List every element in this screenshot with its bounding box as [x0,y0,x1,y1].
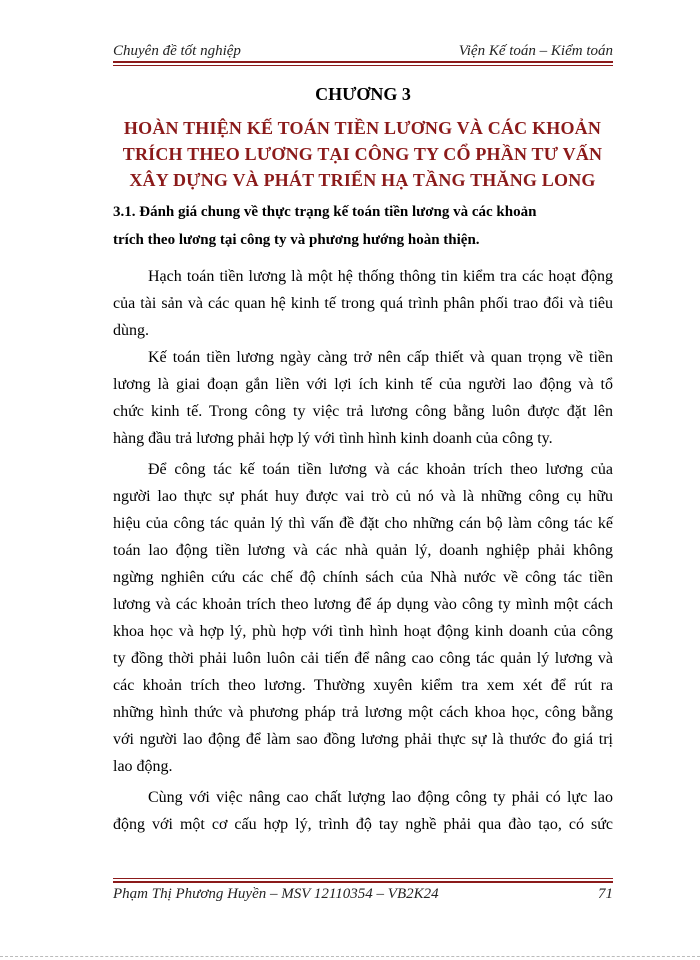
body-line: Kế toán tiền lương ngày càng trở nên cấp thiết và quan trọng về tiền [148,349,613,366]
body-line: Hạch toán tiền lương là một hệ thống thông tin kiểm tra các hoạt động [148,268,613,285]
body-line: người lao thực sự phát huy được vai trò củ nó và là những công cụ hữu [113,488,613,505]
body-line: động với một cơ cấu hợp lý, trình độ tay nghề phải qua đào tạo, có sức [113,816,613,833]
body-line: hàng đầu trả lương phải hợp lý với tình hình kinh doanh của công ty. [113,430,553,447]
chapter-title-line: HOÀN THIỆN KẾ TOÁN TIỀN LƯƠNG VÀ CÁC KHOẢN [123,118,602,138]
chapter-title-line: TRÍCH THEO LƯƠNG TẠI CÔNG TY CỔ PHẦN TƯ VẤN [122,144,603,164]
body-line: lương là giai đoạn gắn liền với lợi ích kinh tế của người lao động và tổ [113,376,613,393]
section-heading-line: 3.1. Đánh giá chung về thực trạng kế toán tiền lương và các khoản [113,204,537,220]
footer-rule-thin [113,878,613,879]
body-line: chức kinh tế. Trong công ty việc trả lương công bằng luôn được đặt lên [113,403,613,420]
header-rule-thin [113,65,613,66]
body-line: ngừng nghiên cứu các chế độ chính sách của Nhà nước về công tác tiền [113,569,613,586]
page-break-divider [0,956,700,957]
body-line: lương và các khoản trích theo lương để áp dụng vào công ty mình một cách [113,596,613,613]
body-line: dùng. [113,322,149,339]
body-line: khoa học và hợp lý, phù hợp với tình hình hoạt động kinh doanh của công [113,623,613,640]
body-line: Cùng với việc nâng cao chất lượng lao động công ty phải có lực lao [148,789,613,806]
body-line: với người lao động để làm sao đồng lương phải thực sự là thước đo giá trị [113,731,613,748]
header-rule-thick [113,61,613,63]
header-left: Chuyên đề tốt nghiệp [113,43,241,59]
header-right: Viện Kế toán – Kiểm toán [458,43,613,59]
body-line: lao động. [113,758,173,775]
page-header [113,40,613,60]
chapter-heading: CHƯƠNG 3 [315,84,411,104]
chapter-title-line: XÂY DỰNG VÀ PHÁT TRIỂN HẠ TẦNG THĂNG LONG [129,170,596,190]
footer-author: Phạm Thị Phương Huyền – MSV 12110354 – VB2K24 [113,886,439,902]
body-line: toán lao động tiền lương và các nhà quản lý, doanh nghiệp phải không [113,542,613,559]
page-footer [113,886,613,903]
body-line: Để công tác kế toán tiền lương và các khoản trích theo lương của [148,461,613,478]
body-line: của tài sản và các quan hệ kinh tế trong quá trình phân phối trao đổi và tiêu [113,295,613,312]
section-heading-line: trích theo lương tại công ty và phương hướng hoàn thiện. [113,232,480,248]
body-line: hiệu của công tác quản lý thì vấn đề đặt cho những cán bộ làm công tác kế [113,515,613,532]
footer-rule-thick [113,881,613,883]
body-line: ty đồng thời phải luôn luôn cải tiến để nâng cao công tác quản lý lương và [113,650,613,667]
page-number: 71 [598,886,613,902]
body-line: các khoản trích theo lương. Thường xuyên kiểm tra xem xét để rút ra [113,677,613,694]
body-line: những hình thức và phương pháp trả lương một cách khoa học, công bằng [113,704,613,721]
